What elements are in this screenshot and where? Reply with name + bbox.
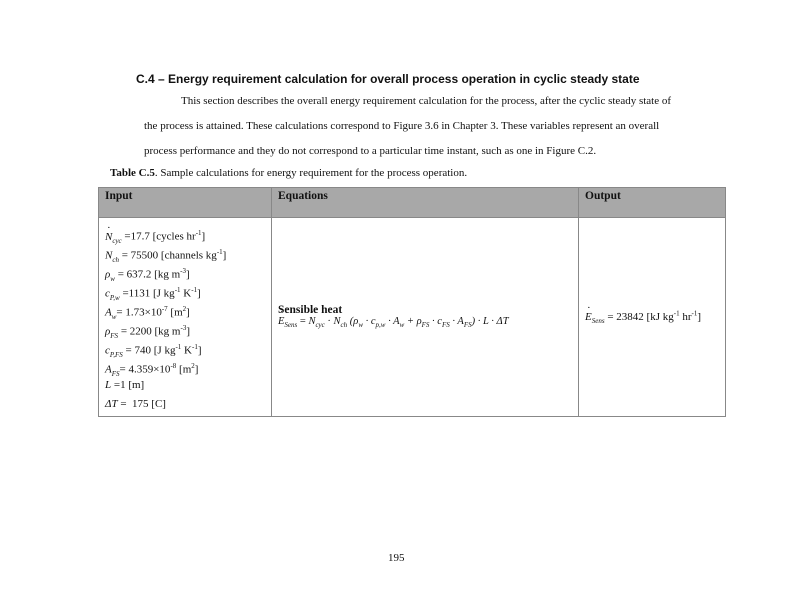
input-cell [99,218,272,417]
variable-subscript: ch [112,255,119,264]
variable-value: [m [167,306,183,319]
calculation-table [98,187,726,417]
eq-part: ) · L · ΔT [471,316,509,328]
variable-value: =1131 [J kg [119,287,175,300]
eq-sub: FS [421,321,430,330]
out-sub: Sens [591,316,605,325]
paragraph-line: process performance and they do not correspond to a particular time instant, such as one in Figure C.2. [144,145,597,157]
variable-value: K [180,287,192,300]
variable-symbol: ρ [105,268,111,281]
variable-value: = 740 [J kg [122,344,176,357]
input-variable [99,376,271,395]
eq-sub: p,w [375,321,386,330]
eq-part: · A [385,316,400,328]
variable-value: -3 [180,324,187,332]
input-variable [99,319,271,338]
variable-symbol: c [105,287,110,300]
variable-value: ] [222,249,227,262]
variable-value: ] [197,344,202,357]
header-output: Output [579,188,726,218]
variable-value: =17.7 [cycles hr [121,230,196,243]
equation-title: Sensible heat [278,304,343,317]
eq-sym: N [333,316,341,328]
variable-value: -3 [180,267,186,275]
variable-symbol: A [105,363,112,376]
variable-value: -1 [175,343,182,351]
eq-sub: cyc [315,321,325,330]
eq-sub: w [358,321,363,330]
variable-value: 2 [191,362,195,370]
page-number: 195 [388,552,405,564]
variable-subscript: P,w [109,293,120,302]
input-variable [99,262,271,281]
variable-symbol: A [105,306,112,319]
output-cell [579,218,726,417]
variable-subscript: P,FS [109,350,123,359]
variable-subscript: w [111,312,117,321]
variable-value: -1 [195,229,202,237]
variable-value: 2 [182,305,187,313]
variable-subscript: FS [111,369,120,378]
out-text: = 23842 [kJ kg [604,310,674,323]
eq-sym: · N [308,316,315,327]
variable-subscript: cyc [112,236,122,245]
caption-text: . Sample calculations for energy requirement for the process operation. [154,167,468,179]
variable-value: = 637.2 [kg m [114,268,181,281]
variable-value: ] [197,287,201,300]
input-variable [99,224,271,243]
section-heading: C.4 – Energy requirement calculation for overall process operation in cyclic steady state [136,72,640,86]
variable-value: -1 [174,286,181,294]
variable-value: = 75500 [channels kg [118,249,217,262]
variable-value: ] [201,230,206,243]
out-sup: -1 [691,309,698,318]
table-caption [110,167,467,179]
variable-value: -7 [161,305,168,313]
input-variable [99,281,271,300]
variable-value: = 1.73×10 [116,306,162,319]
variable-symbol: ρ [105,325,111,338]
variable-value: ] [194,363,199,376]
variable-symbol: c [105,344,110,357]
variable-symbol: ΔT [105,398,118,410]
eq-sub: Sens [284,321,298,330]
out-sup: -1 [673,309,680,318]
variable-subscript: w [110,274,115,283]
output-value [585,311,701,323]
variable-symbol: N [105,249,113,262]
variable-value: ] [185,268,190,281]
eq-part: · c [429,316,442,328]
eq-sub: ch [340,321,348,330]
out-sym: · E [585,311,592,323]
input-variable [99,338,271,357]
header-equations: Equations [272,188,579,218]
paragraph-line: the process is attained. These calculations correspond to Figure 3.6 in Chapter 3. These variables represent an overall [144,120,660,132]
out-text: hr [679,310,692,323]
equation: · $E_{Sens}$ = · $N_{cyc} \cdot N_{ch}$ $(\rho_w \cdot c_{p,w} \cdot A_w + \rho_{FS} \cdot c_{FS} \cdot A_{FS}) \cdot L \cdot \Delta T$ [278,316,578,329]
input-variable [99,300,271,319]
variable-value: = 2200 [kg m [118,325,181,338]
variable-value: =1 [m] [111,379,145,391]
eq-part: · c [363,316,376,328]
variable-value: = 175 [C] [117,398,166,410]
variable-value: K [181,344,192,357]
variable-value: [m [176,363,192,376]
variable-value: -8 [170,362,177,370]
equation-cell [272,218,579,417]
variable-symbol: L [105,379,112,391]
variable-value: -1 [192,343,198,351]
input-variable [99,357,271,376]
paragraph-line: This section describes the overall energy requirement calculation for the process, after the cyclic steady state of [181,95,672,107]
caption-label: Table C.5 [110,167,155,179]
input-variable [99,395,271,414]
variable-symbol: · N [105,228,112,247]
input-variable [99,243,271,262]
eq-sub: FS [463,321,472,330]
variable-value: ] [186,325,191,338]
variable-subscript: FS [110,331,119,340]
variable-value: -1 [191,286,198,294]
variable-value: ] [186,306,190,319]
header-input: Input [99,188,272,218]
eq-sub: w [399,321,405,330]
eq-part: (ρ [349,316,359,328]
out-text: ] [697,310,702,323]
eq-sub: FS [441,321,450,330]
eq-part: + ρ [404,316,422,328]
variable-value: -1 [216,248,223,256]
variable-value: = 4.359×10 [119,363,171,376]
eq-sym: · E [278,316,284,327]
eq-part: · A [449,316,464,328]
